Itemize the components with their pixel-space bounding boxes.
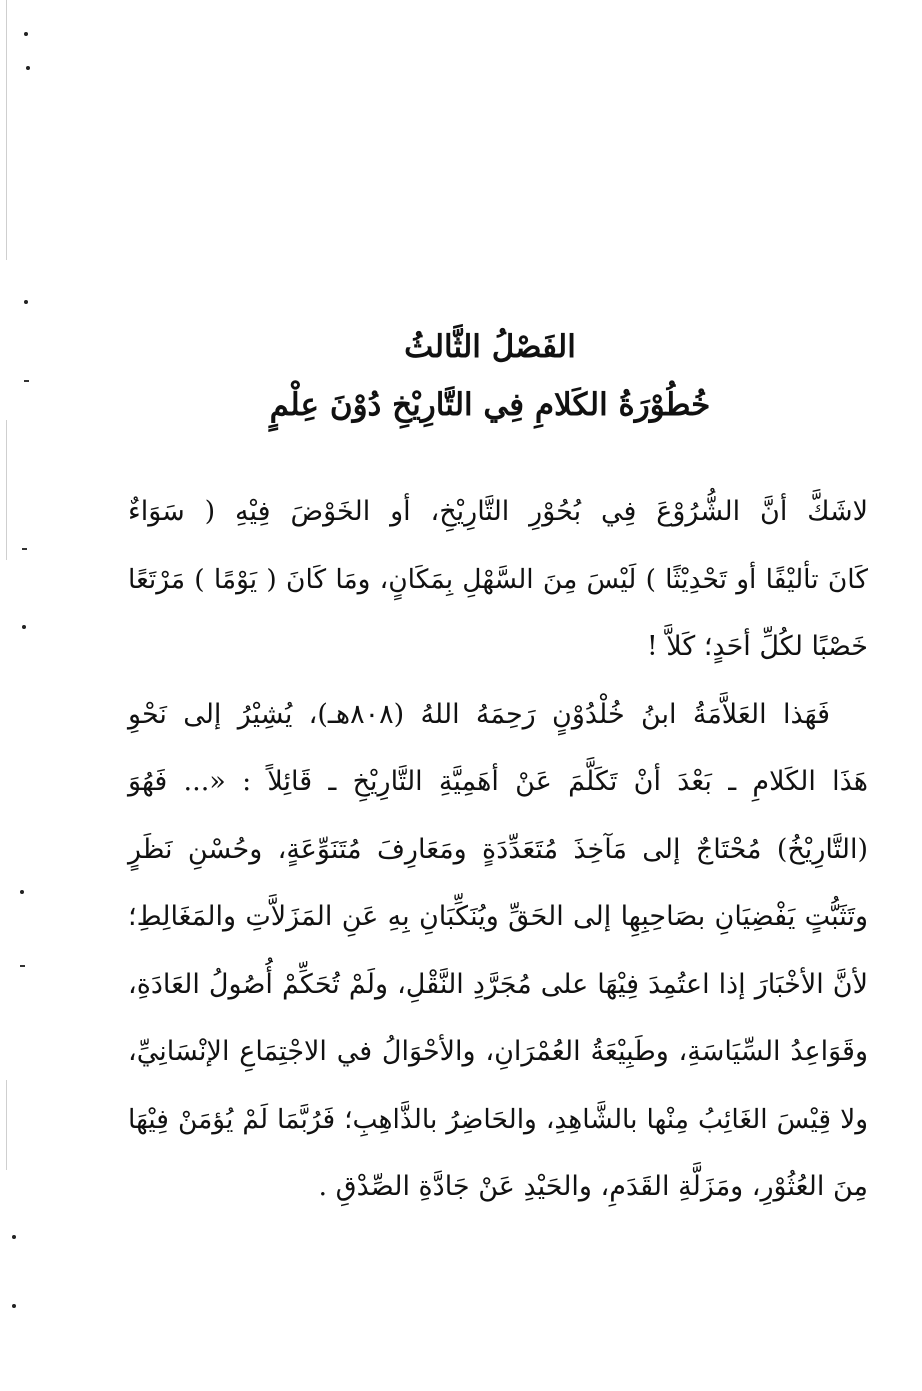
scan-mark <box>12 1304 16 1308</box>
text-line: هَذَا الكَلامِ ـ بَعْدَ أنْ تَكَلَّمَ عَنْ أهَمِيَّةِ التَّارِيْخِ ـ قَائِلاً : «... فَهُوَ <box>128 766 868 797</box>
text-line: لأنَّ الأخْبَارَ إذا اعتُمِدَ فِيْهَا على مُجَرَّدِ النَّقْلِ، ولَمْ تُحَكِّمْ أُصُولُ العَادَةِ، <box>128 968 869 1000</box>
paragraph <box>128 681 868 1221</box>
text-line: (التَّارِيْخُ) مُحْتَاجٌ إلى مَآخِذَ مُتَعَدِّدَةٍ ومَعَارِفَ مُتَنَوِّعَةٍ، وحُسْنِ نَظَرٍ <box>128 833 868 865</box>
scan-mark <box>22 548 27 550</box>
scan-mark <box>22 625 26 629</box>
chapter-title: خُطُوْرَةُ الكَلامِ فِي التَّارِيْخِ دُوْنَ عِلْمٍ <box>269 387 711 423</box>
scan-mark <box>20 890 24 894</box>
text-line: خَصْبًا لكُلِّ أحَدٍ؛ كَلاَّ ! <box>646 631 868 662</box>
text-line: فَهَذا العَلاَّمَةُ ابنُ خُلْدُوْنٍ رَحِمَهُ اللهُ (٨٠٨هـ)، يُشِيْرُ إلى نَحْوِ <box>128 698 830 730</box>
text-line: وتَثَبُّتٍ يَفْضِيَانِ بصَاحِبِهِا إلى الحَقِّ ويُنَكِّبَانِ بِهِ عَنِ المَزَلاَّتِ والمَغَالِطِ؛ <box>128 901 868 932</box>
scan-mark <box>24 32 28 36</box>
scan-edge-line <box>6 0 7 260</box>
scan-mark <box>26 66 30 70</box>
chapter-heading <box>120 322 860 430</box>
scan-mark <box>24 380 29 382</box>
text-line: ولا قِيْسَ الغَائِبُ مِنْها بالشَّاهِدِ، والحَاضِرُ بالذَّاهِبِ؛ فَرُبَّمَا لَمْ يُؤمَنْ فِيْهَا <box>128 1103 868 1135</box>
text-line: كَانَ تأليْفًا أو تَحْدِيْثًا ) لَيْسَ مِنَ السَّهْلِ بِمَكَانٍ، ومَا كَانَ ( يَوْمًا ) مَرْتَعًا <box>128 563 868 595</box>
text-line: لاشَكَّ أنَّ الشُّرُوْعَ فِي بُحُوْرِ التَّارِيْخِ، أو الخَوْضَ فِيْهِ ( سَوَاءٌ <box>128 496 868 527</box>
scan-mark <box>12 1235 16 1239</box>
scan-edge-line <box>6 420 7 560</box>
paragraph <box>128 478 868 681</box>
text-line: وقَوَاعِدُ السِّيَاسَةِ، وطَبِيْعَةُ العُمْرَانِ، والأحْوَالُ في الاجْتِمَاعِ الإنْسَانِيِّ، <box>128 1036 868 1067</box>
scan-left-edge <box>0 0 40 1391</box>
scan-mark <box>24 300 28 304</box>
text-line: مِنَ العُثُوْرِ، ومَزَلَّةِ القَدَمِ، والحَيْدِ عَنْ جَادَّةِ الصِّدْقِ . <box>318 1171 868 1202</box>
body-text <box>128 478 868 1221</box>
scan-edge-line <box>6 1080 7 1170</box>
chapter-number: الفَصْلُ الثَّالثُ <box>404 329 576 365</box>
scan-mark <box>20 965 25 967</box>
